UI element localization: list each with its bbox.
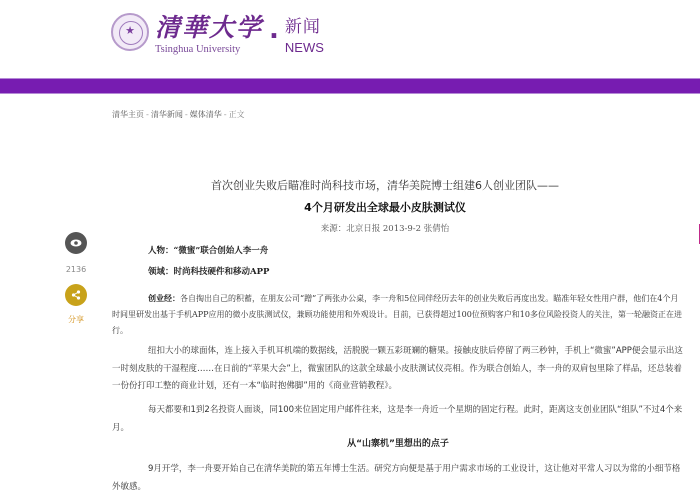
article-paragraph: 每天都要和1到2名投资人面谈，同100来位固定用户邮件往来，这是李一舟近一个星期的固定行程。此时，距离这支创业团队“组队”不过4个来月。 xyxy=(112,405,683,433)
article-field: 领域：时尚科技硬件和移动APP xyxy=(148,267,270,277)
university-wordmark xyxy=(155,13,263,55)
article-experience xyxy=(112,290,684,339)
article-title-line1: 首次创业失败后瞄准时尚科技市场，清华美院博士组建6人创业团队—— xyxy=(211,179,559,192)
article-subheading: 从“山寨机”里想出的点子 xyxy=(347,439,449,449)
news-label-en: NEWS xyxy=(284,40,324,55)
news-section-label xyxy=(285,17,324,55)
article-sidebar xyxy=(64,232,88,325)
news-label-cn: 新闻 xyxy=(284,17,321,37)
tsinghua-news-logo[interactable] xyxy=(111,13,324,55)
university-name-cn: 清華大学 xyxy=(155,13,264,42)
breadcrumb-separator: - xyxy=(223,110,227,119)
breadcrumb-current: 正文 xyxy=(228,110,245,119)
article-person: 人物：“微蜜”联合创始人李一舟 xyxy=(148,246,269,256)
logo-dot: . xyxy=(269,15,279,45)
site-header xyxy=(0,0,700,78)
article-source: 来源：北京日报 2013-9-2 张倩怡 xyxy=(320,224,450,234)
breadcrumb-news[interactable]: 清华新闻 xyxy=(150,110,183,119)
article-paragraph: 9月开学，李一舟要开始自己在清华美院的第五年博士生活。研究方向便是基于用户需求市场的工业设计，这让他对平常人习以为常的小细节格外敏感。 xyxy=(112,464,681,492)
breadcrumb-separator: - xyxy=(146,110,149,119)
article-paragraph: 纽扣大小的球面体，连上接入手机耳机端的数据线，活脱脱一颗五彩斑斓的糖果。接触皮肤后停留了两三秒钟，手机上“微蜜”APP便会显示出这一时刻皮肤的干湿程度……在日前的“苹果大会”上，微蜜团队的这款全球最小皮肤测试仪亮相。作为联合创始人，李一舟的双肩包里除了样品，还总装着一份份打印工整的商业计划，还有一本“临时抱佛脚”用的《商业营销教程》。 xyxy=(112,346,683,391)
experience-label: 创业经： xyxy=(148,293,180,303)
university-name-en: Tsinghua University xyxy=(155,44,241,55)
eye-icon xyxy=(65,232,87,254)
breadcrumb-separator: - xyxy=(184,110,188,119)
breadcrumb xyxy=(112,109,245,120)
share-button[interactable]: 分享 xyxy=(68,315,84,324)
university-seal-icon xyxy=(111,13,149,51)
nav-bar xyxy=(0,78,700,94)
experience-text: 各自掏出自己的积蓄，在朋友公司“蹭”了两张办公桌，李一舟和5位同伴经历去年的创业失败后再度出发。瞄准年轻女性用户群，他们在4个月时间里研发出基于手机APP应用的微小皮肤测试仪，兼顾功能使用和外观设计。目前，已获得超过100位预购客户和10多位风险投资人的关注，第一轮融资正在进行。 xyxy=(112,294,682,335)
share-icon[interactable] xyxy=(65,284,87,306)
article-title-line2: 4个月研发出全球最小皮肤测试仪 xyxy=(304,201,466,214)
breadcrumb-media[interactable]: 媒体清华 xyxy=(189,110,222,119)
view-count: 2136 xyxy=(65,265,87,274)
breadcrumb-home[interactable]: 清华主页 xyxy=(112,110,144,119)
